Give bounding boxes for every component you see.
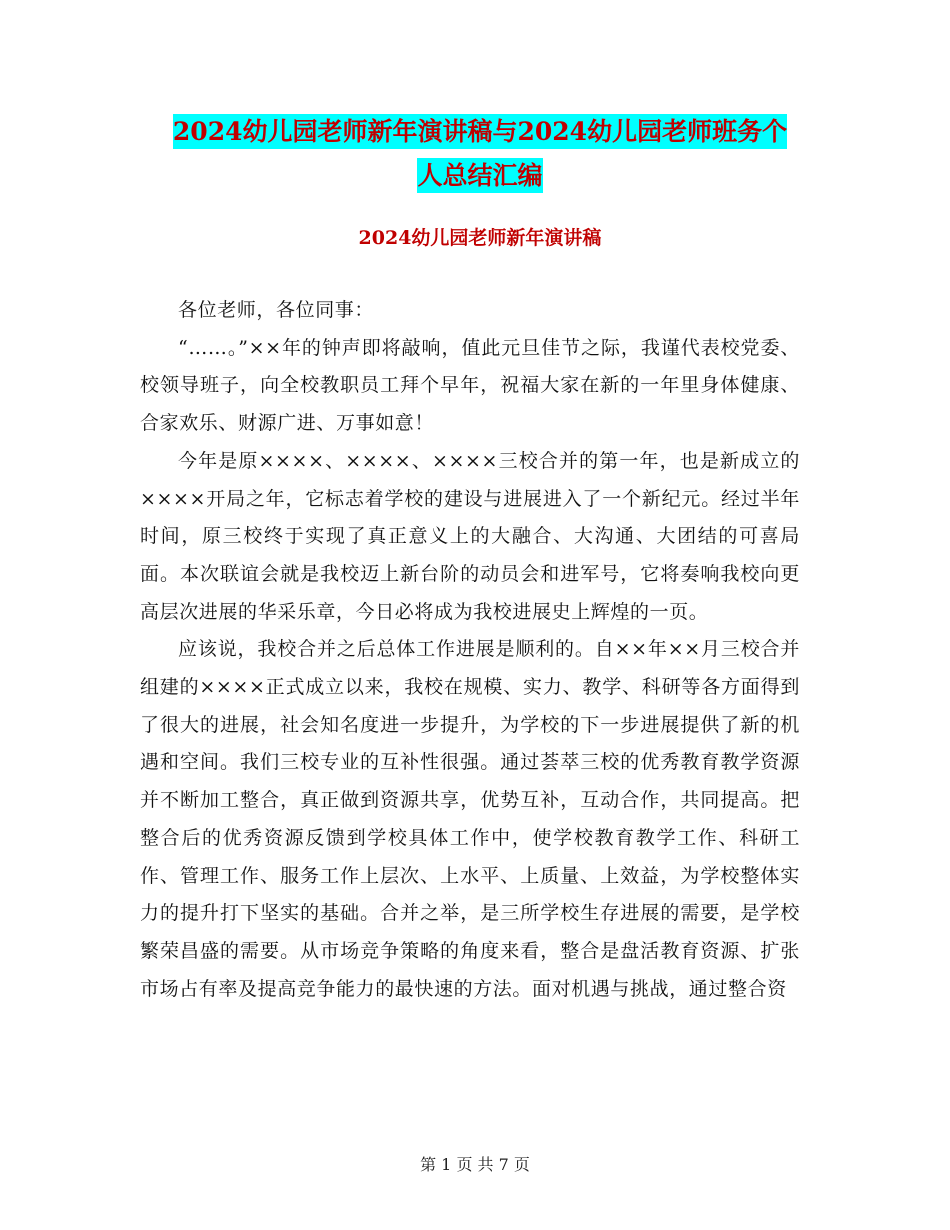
title-line-1: 2024幼儿园老师新年演讲稿与2024幼儿园老师班务个 bbox=[173, 114, 787, 149]
paragraph: 应该说，我校合并之后总体工作进展是顺利的。自××年××月三校合并组建的××××正式成立以来，我校在规模、实力、教学、科研等各方面得到了很大的进展，社会知名度进一步提升，为学校的下一步进展提供了新的机遇和空间。我们三校专业的互补性很强。通过荟萃三校的优秀教育教学资源并不断加工整合，真正做到资源共享，优势互补，互动合作，共同提高。把整合后的优秀资源反馈到学校具体工作中，使学校教育教学工作、科研工作、管理工作、服务工作上层次、上水平、上质量、上效益，为学校整体实力的提升打下坚实的基础。合并之举，是三所学校生存进展的需要，是学校繁荣昌盛的需要。从市场竞争策略的角度来看，整合是盘活教育资源、扩张市场占有率及提高竞争能力的最快速的方法。面对机遇与挑战，通过整合资 bbox=[140, 638, 800, 1000]
body-text bbox=[140, 292, 800, 1008]
document-title bbox=[120, 110, 840, 198]
paragraph: “……。”××年的钟声即将敲响，值此元旦佳节之际，我谨代表校党委、校领导班子，向全校教职员工拜个早年，祝福大家在新的一年里身体健康、合家欢乐、财源广进、万事如意！ bbox=[140, 336, 800, 435]
paragraph: 今年是原××××、××××、××××三校合并的第一年，也是新成立的××××开局之年，它标志着学校的建设与进展进入了一个新纪元。经过半年时间，原三校终于实现了真正意义上的大融合、大沟通、大团结的可喜局面。本次联谊会就是我校迈上新台阶的动员会和进军号，它将奏响我校向更高层次进展的华采乐章，今日必将成为我校进展史上辉煌的一页。 bbox=[140, 449, 800, 623]
paragraph-greeting: 各位老师，各位同事： bbox=[178, 299, 375, 321]
page-footer: 第 1 页 共 7 页 bbox=[420, 1155, 530, 1174]
section-heading: 2024幼儿园老师新年演讲稿 bbox=[358, 227, 602, 249]
title-line-2: 人总结汇编 bbox=[417, 158, 542, 193]
